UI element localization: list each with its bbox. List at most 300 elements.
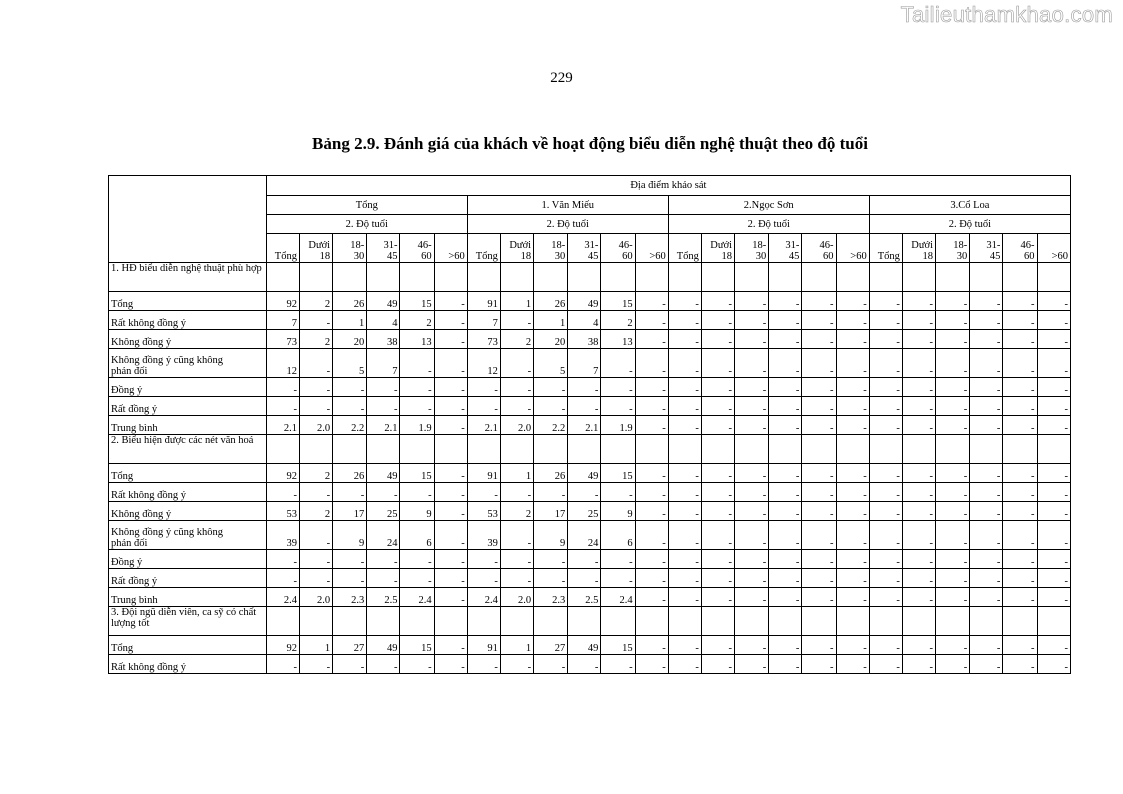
table-cell: - (467, 378, 500, 397)
table-cell: - (735, 550, 769, 569)
table-cell: - (434, 416, 467, 435)
table-cell: - (836, 349, 869, 378)
age-col-label: 60 (823, 251, 834, 262)
table-cell: - (836, 464, 869, 483)
empty-cell (970, 435, 1003, 464)
table-cell: - (902, 292, 935, 311)
table-cell: 2 (299, 330, 332, 349)
table-cell: - (1037, 464, 1070, 483)
table-cell: - (836, 311, 869, 330)
table-cell: - (869, 311, 902, 330)
table-cell: - (1003, 397, 1037, 416)
table-row (109, 550, 1071, 569)
table-cell: - (1037, 378, 1070, 397)
table-cell: - (1037, 416, 1070, 435)
table-cell: - (970, 502, 1003, 521)
table-cell: - (568, 569, 601, 588)
table-cell: 26 (333, 464, 367, 483)
empty-cell (434, 435, 467, 464)
table-cell: - (400, 397, 434, 416)
row-label-text: Tổng (111, 471, 134, 482)
table-cell: - (936, 655, 970, 674)
empty-cell (802, 607, 836, 636)
table-cell: - (836, 330, 869, 349)
age-col-label: 46- (1020, 240, 1035, 251)
age-col-label: 30 (755, 251, 767, 262)
table-cell: - (333, 569, 367, 588)
table-cell: - (936, 464, 970, 483)
table-cell: - (434, 464, 467, 483)
table-cell: 91 (467, 464, 500, 483)
row-label (109, 464, 267, 483)
table-cell: - (635, 502, 668, 521)
table-cell: - (802, 378, 836, 397)
header-age-col (400, 234, 434, 263)
table-cell: - (970, 483, 1003, 502)
row-label-text: Rất không đồng ý (111, 662, 186, 673)
table-cell: - (735, 588, 769, 607)
table-row (109, 292, 1071, 311)
empty-cell (936, 263, 970, 292)
table-cell: - (601, 349, 635, 378)
table-cell: - (701, 655, 734, 674)
table-cell: - (1037, 311, 1070, 330)
table-cell: - (970, 292, 1003, 311)
table-cell: - (802, 483, 836, 502)
table-cell: - (802, 311, 836, 330)
table-cell: - (769, 311, 802, 330)
table-cell: - (1003, 378, 1037, 397)
section-label: 2. Biểu hiện được các nét văn hoá (109, 435, 267, 464)
table-cell: 2.0 (299, 416, 332, 435)
table-cell: - (434, 292, 467, 311)
table-cell: - (367, 569, 400, 588)
age-col-label: 18- (350, 240, 365, 251)
row-label-text: Rất đồng ý (111, 404, 158, 415)
empty-cell (635, 435, 668, 464)
empty-cell (601, 607, 635, 636)
empty-cell (635, 263, 668, 292)
table-cell: 1.9 (400, 416, 434, 435)
table-cell: 2.4 (467, 588, 500, 607)
table-cell: 9 (333, 521, 367, 550)
table-cell: - (500, 311, 533, 330)
empty-cell (534, 263, 568, 292)
table-cell: 13 (601, 330, 635, 349)
table-cell: - (769, 521, 802, 550)
table-cell: - (434, 655, 467, 674)
table-cell: - (299, 311, 332, 330)
table-cell: - (769, 569, 802, 588)
age-col-label: 18 (520, 251, 532, 262)
table-cell: - (668, 483, 701, 502)
table-cell: - (266, 655, 299, 674)
age-col-label: >60 (649, 251, 666, 262)
table-cell: - (333, 655, 367, 674)
table-cell: - (635, 569, 668, 588)
row-label (109, 292, 267, 311)
table-cell: - (534, 655, 568, 674)
table-cell: 39 (266, 521, 299, 550)
table-cell: 49 (568, 464, 601, 483)
age-col-label: 18 (319, 251, 331, 262)
row-label (109, 569, 267, 588)
table-row (109, 636, 1071, 655)
row-label-text: Rất đồng ý (111, 576, 158, 587)
empty-cell (400, 263, 434, 292)
table-cell: - (400, 483, 434, 502)
table-cell: 73 (467, 330, 500, 349)
table-cell: - (802, 550, 836, 569)
table-cell: - (836, 397, 869, 416)
table-cell: - (970, 636, 1003, 655)
age-col-label: Tổng (274, 251, 297, 262)
table-cell: - (936, 636, 970, 655)
table-cell: 92 (266, 464, 299, 483)
table-row (109, 330, 1071, 349)
table-cell: - (869, 569, 902, 588)
age-col-label: 45 (989, 251, 1001, 262)
table-cell: - (635, 378, 668, 397)
header-age-col (668, 234, 701, 263)
row-label-text: Không đồng ý (111, 509, 172, 520)
empty-cell (1003, 435, 1037, 464)
table-cell: 1 (534, 311, 568, 330)
empty-cell (601, 435, 635, 464)
header-age-col (467, 234, 500, 263)
table-cell: - (266, 397, 299, 416)
table-cell: - (936, 569, 970, 588)
table-cell: 25 (568, 502, 601, 521)
empty-cell (500, 263, 533, 292)
table-cell: 9 (534, 521, 568, 550)
table-cell: - (568, 655, 601, 674)
table-cell: - (869, 636, 902, 655)
header-group: 3.Cổ Loa (869, 196, 1070, 215)
table-cell: - (333, 397, 367, 416)
table-cell: - (936, 502, 970, 521)
table-cell: - (1003, 292, 1037, 311)
header-age-col (936, 234, 970, 263)
table-cell: - (500, 349, 533, 378)
table-cell: 15 (601, 636, 635, 655)
table-cell: - (869, 521, 902, 550)
header-age-col (434, 234, 467, 263)
table-cell: 24 (367, 521, 400, 550)
table-cell: - (668, 292, 701, 311)
table-cell: 9 (601, 502, 635, 521)
table-cell: - (902, 464, 935, 483)
empty-cell (836, 607, 869, 636)
table-cell: 20 (534, 330, 568, 349)
table-cell: - (869, 416, 902, 435)
table-cell: 2.4 (601, 588, 635, 607)
empty-cell (467, 607, 500, 636)
table-cell: - (500, 569, 533, 588)
empty-cell (467, 263, 500, 292)
table-cell: - (1003, 311, 1037, 330)
table-cell: - (735, 416, 769, 435)
table-cell: - (902, 655, 935, 674)
row-label-text: Rất không đồng ý (111, 318, 186, 329)
row-label (109, 636, 267, 655)
table-cell: - (701, 378, 734, 397)
corner-cell (109, 176, 267, 263)
table-cell: - (635, 636, 668, 655)
table-cell: 25 (367, 502, 400, 521)
table-cell: - (970, 588, 1003, 607)
table-cell: - (568, 397, 601, 416)
table-cell: - (601, 378, 635, 397)
empty-cell (836, 263, 869, 292)
empty-cell (400, 435, 434, 464)
table-cell: - (735, 636, 769, 655)
table-cell: - (902, 330, 935, 349)
table-cell: - (802, 464, 836, 483)
table-cell: - (668, 502, 701, 521)
row-label (109, 378, 267, 397)
row-label-text: Không đồng ý cũng không (111, 355, 223, 366)
table-cell: - (902, 521, 935, 550)
table-cell: 27 (534, 636, 568, 655)
table-cell: 5 (333, 349, 367, 378)
empty-cell (869, 607, 902, 636)
table-cell: - (668, 349, 701, 378)
table-cell: - (869, 397, 902, 416)
table-cell: - (836, 588, 869, 607)
table-cell: - (902, 588, 935, 607)
header-age-col (902, 234, 935, 263)
table-cell: - (869, 292, 902, 311)
table-cell: - (635, 349, 668, 378)
age-col-label: 60 (1024, 251, 1035, 262)
table-cell: - (534, 550, 568, 569)
table-cell: - (836, 483, 869, 502)
table-cell: - (936, 397, 970, 416)
table-cell: 17 (333, 502, 367, 521)
empty-cell (500, 607, 533, 636)
table-cell: 1 (500, 292, 533, 311)
table-cell: - (601, 483, 635, 502)
empty-cell (400, 607, 434, 636)
empty-cell (266, 435, 299, 464)
header-location: Địa điểm khảo sát (266, 176, 1070, 196)
table-row (109, 416, 1071, 435)
age-col-label: 45 (386, 251, 398, 262)
table-cell: 12 (467, 349, 500, 378)
age-col-label: 31- (383, 240, 398, 251)
table-cell: - (735, 502, 769, 521)
age-col-label: 31- (584, 240, 599, 251)
row-label (109, 349, 267, 378)
table-cell: 2 (400, 311, 434, 330)
table-cell: - (970, 521, 1003, 550)
table-cell: - (668, 521, 701, 550)
table-cell: - (668, 464, 701, 483)
table-cell: - (836, 550, 869, 569)
table-cell: - (434, 311, 467, 330)
survey-table (108, 175, 1071, 674)
table-cell: - (701, 292, 734, 311)
table-cell: - (769, 655, 802, 674)
header-age-col (869, 234, 902, 263)
table-cell: - (299, 378, 332, 397)
table-cell: - (299, 569, 332, 588)
section-row (109, 263, 1071, 292)
table-cell: 5 (534, 349, 568, 378)
table-cell: 4 (367, 311, 400, 330)
table-cell: - (902, 550, 935, 569)
section-label: 1. HĐ biểu diễn nghệ thuật phù hợp (109, 263, 267, 292)
table-cell: - (701, 349, 734, 378)
table-cell: 26 (333, 292, 367, 311)
table-cell: 2.5 (367, 588, 400, 607)
table-cell: - (701, 521, 734, 550)
header-age-col (836, 234, 869, 263)
table-cell: - (1037, 483, 1070, 502)
table-cell: 2.1 (367, 416, 400, 435)
table-cell: - (701, 416, 734, 435)
table-cell: - (735, 349, 769, 378)
table-cell: 49 (367, 292, 400, 311)
table-cell: - (970, 550, 1003, 569)
table-cell: - (367, 397, 400, 416)
table-cell: - (467, 655, 500, 674)
table-cell: - (367, 550, 400, 569)
age-col-label: >60 (850, 251, 867, 262)
table-row (109, 311, 1071, 330)
table-cell: 38 (568, 330, 601, 349)
row-label-text: Đồng ý (111, 557, 143, 568)
age-col-label: Dưới (710, 240, 733, 251)
table-cell: - (635, 521, 668, 550)
table-cell: - (970, 569, 1003, 588)
age-col-label: 46- (417, 240, 432, 251)
age-col-label: 18 (922, 251, 934, 262)
table-cell: 92 (266, 292, 299, 311)
table-cell: 49 (568, 292, 601, 311)
header-age-col (701, 234, 734, 263)
table-cell: 49 (367, 464, 400, 483)
table-cell: - (769, 378, 802, 397)
table-cell: - (534, 378, 568, 397)
header-age: 2. Độ tuổi (668, 215, 869, 234)
table-cell: - (534, 569, 568, 588)
table-cell: - (500, 483, 533, 502)
table-cell: 7 (467, 311, 500, 330)
table-cell: - (434, 636, 467, 655)
table-cell: - (1003, 655, 1037, 674)
age-col-label: Dưới (308, 240, 331, 251)
age-col-label: 18- (551, 240, 566, 251)
table-cell: 2.2 (333, 416, 367, 435)
empty-cell (568, 435, 601, 464)
table-cell: - (434, 502, 467, 521)
table-cell: - (1037, 588, 1070, 607)
table-cell: 15 (601, 464, 635, 483)
empty-cell (869, 435, 902, 464)
table-cell: 2.1 (266, 416, 299, 435)
table-cell: - (802, 655, 836, 674)
table-cell: - (970, 416, 1003, 435)
empty-cell (970, 263, 1003, 292)
table-cell: - (769, 588, 802, 607)
table-cell: - (769, 464, 802, 483)
age-col-label: Tổng (676, 251, 699, 262)
table-cell: - (668, 588, 701, 607)
empty-cell (534, 607, 568, 636)
empty-cell (601, 263, 635, 292)
table-cell: 2.1 (568, 416, 601, 435)
row-label (109, 502, 267, 521)
table-cell: - (500, 655, 533, 674)
age-col-label: 30 (353, 251, 365, 262)
watermark: Tailieuthamkhao.com (900, 2, 1113, 27)
table-cell: 1 (500, 464, 533, 483)
table-cell: 1.9 (601, 416, 635, 435)
table-cell: - (1003, 550, 1037, 569)
header-group: 2.Ngọc Sơn (668, 196, 869, 215)
empty-cell (668, 607, 701, 636)
empty-cell (735, 263, 769, 292)
table-cell: 2 (299, 502, 332, 521)
header-age-col (568, 234, 601, 263)
empty-cell (1037, 435, 1070, 464)
age-col-label: Dưới (509, 240, 532, 251)
table-cell: - (869, 464, 902, 483)
header-age-col (1003, 234, 1037, 263)
table-cell: - (936, 349, 970, 378)
header-group: 1. Văn Miếu (467, 196, 668, 215)
table-cell: 7 (568, 349, 601, 378)
age-col-label: Tổng (877, 251, 900, 262)
empty-cell (769, 607, 802, 636)
table-cell: - (735, 292, 769, 311)
table-cell: - (434, 349, 467, 378)
table-cell: 73 (266, 330, 299, 349)
table-cell: - (1003, 569, 1037, 588)
table-cell: - (836, 636, 869, 655)
table-cell: - (668, 655, 701, 674)
empty-cell (434, 607, 467, 636)
age-col-label: 45 (587, 251, 599, 262)
table-cell: - (601, 569, 635, 588)
table-cell: - (701, 330, 734, 349)
table-cell: - (970, 655, 1003, 674)
age-col-label: 30 (956, 251, 968, 262)
table-cell: - (869, 588, 902, 607)
table-cell: - (769, 550, 802, 569)
table-cell: - (701, 569, 734, 588)
header-age-col (500, 234, 533, 263)
table-cell: - (367, 378, 400, 397)
table-cell: - (400, 378, 434, 397)
table-cell: - (1037, 397, 1070, 416)
table-cell: - (869, 349, 902, 378)
table-cell: - (701, 311, 734, 330)
header-group: Tổng (266, 196, 467, 215)
table-cell: 2.4 (266, 588, 299, 607)
empty-cell (333, 435, 367, 464)
table-cell: - (802, 416, 836, 435)
age-col-label: >60 (448, 251, 465, 262)
table-cell: - (735, 330, 769, 349)
table-cell: - (1003, 349, 1037, 378)
age-col-label: 31- (785, 240, 800, 251)
table-cell: - (635, 588, 668, 607)
table-cell: - (434, 378, 467, 397)
table-cell: 2.3 (534, 588, 568, 607)
